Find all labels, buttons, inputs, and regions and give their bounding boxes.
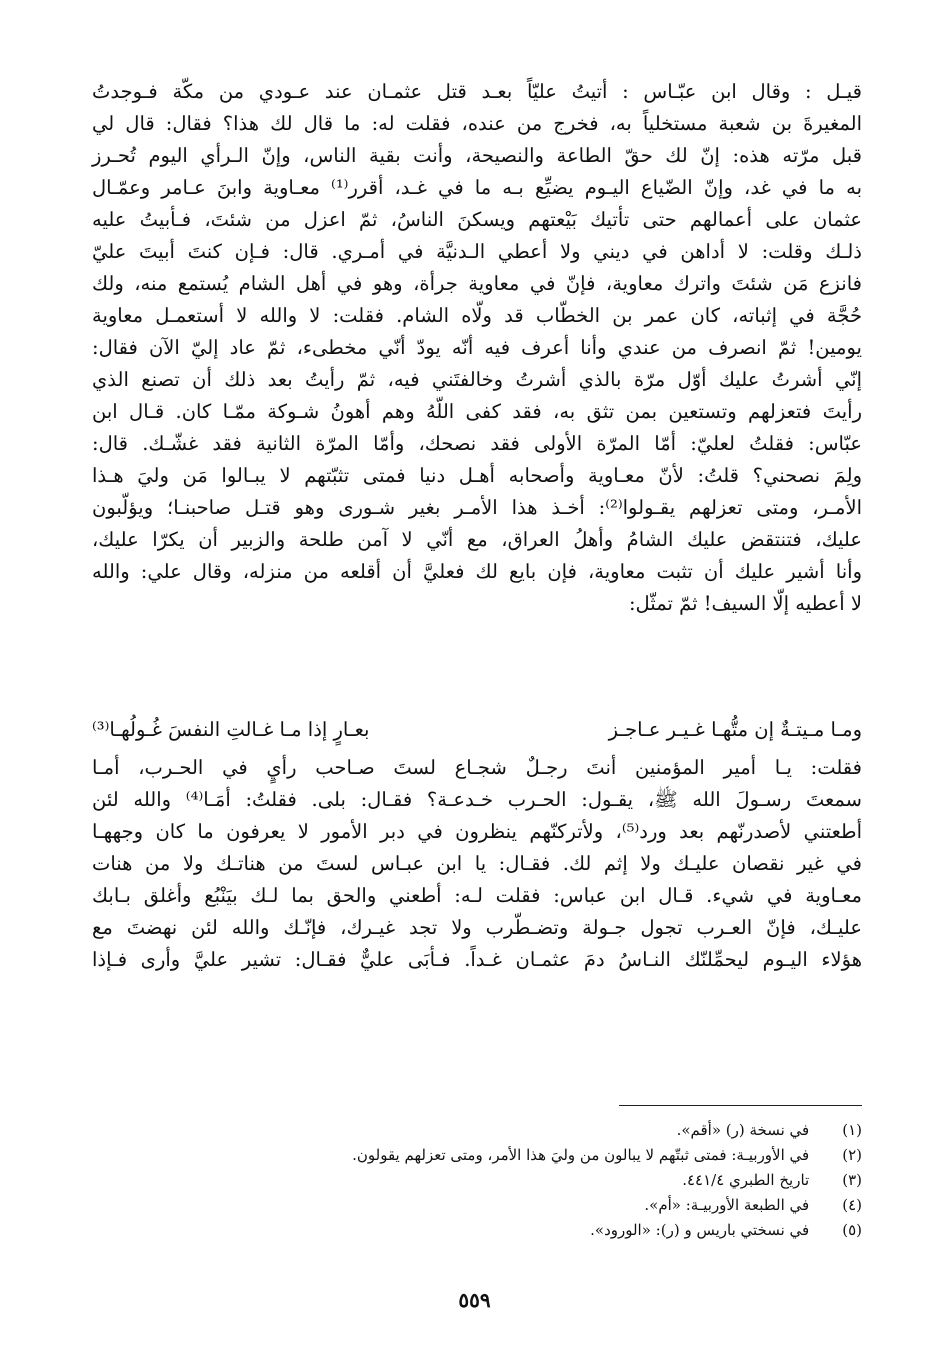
text-line: يومين! ثمّ انصرف من عندي وأنا أعرف فيه أنّه يودّ أنّي مخطىء، ثمّ عاد إليّ الآن فقال: xyxy=(92,336,862,359)
text-line: عليك، فتنتقض عليك الشامُ وأهلُ العراق، مع أنّي لا آمن طلحة والزبير أن يكرّا عليك، xyxy=(92,528,862,551)
text-line: ولِمَ نصحني؟ قلتُ: لأنّ معـاوية وأصحابه أهـل دنيا فمتى تثبّتهم لا يبـالوا مَن وليَ هـذا xyxy=(92,464,862,487)
footnote-number: (١) xyxy=(842,1121,862,1139)
text-line: عثمان على أعمالهم حتى تأتيك بَيْعتهم ويسكنَ الناسُ، ثمّ اعزل من شئتَ، فـأبيتُ عليه xyxy=(92,208,862,231)
footnotes-list xyxy=(102,1118,862,1243)
text-line: قيـل : وقال ابن عبّـاس : أتيتُ عليّاً بعـد قتل عثمـان عند عـودي من مكّة فـوجدتُ xyxy=(92,80,862,103)
text-line: هؤلاء اليـوم ليحمِّلنّك النـاسُ دمَ عثمـان غـداً. فـأبَى عليٌّ فقـال: تشير عليَّ وأرى فـإذا xyxy=(92,948,862,971)
text-line: عليـك، فإنّ العـرب تجول جـولة وتضـطّرب ولا تجد غيـرك، فإنّـك والله لئن نهضتَ مع xyxy=(92,916,862,939)
footnote-item xyxy=(102,1168,862,1193)
text-line: وأنا أشير عليك أن تثبت معاوية، فإن بايع لك فعليَّ أن أقلعه من منزله، وقال علي: والله xyxy=(92,560,862,583)
footnote-text: في الطبعة الأوربيـة: «أم». xyxy=(644,1196,810,1214)
text-line: فقلت: يـا أمير المؤمنين أنتَ رجـلٌ شجـاع لستَ صـاحب رأيٍ في الحـرب، أمـا xyxy=(92,756,862,779)
footnote-item xyxy=(102,1118,862,1143)
footnote-text: تاريخ الطبري ٤٤١/٤. xyxy=(682,1171,810,1189)
text-line: الأمـر، ومتى تعزلهم يقـولوا⁽²⁾: أخـذ هذا الأمـر بغير شـورى وهو قتـل صاحبنـا؛ ويؤلّبون xyxy=(92,496,862,519)
footnote-number: (٣) xyxy=(842,1171,862,1189)
footnote-separator xyxy=(619,1105,862,1106)
text-line: إنّي أشرتُ عليك أوّل مرّة بالذي أشرتُ وخالفتَني فيه، ثمّ رأيتُ بعد ذلك أن تصنع الذي xyxy=(92,368,862,391)
verse-second-hemistich: بعـارٍ إذا مـا غـالتِ النفسَ غُـولُهـا⁽³⁾ xyxy=(92,718,370,741)
text-line: المغيرةَ بن شعبة مستخلياً به، فخرج من عنده، فقلت له: ما قال لك هذا؟ فقال: قال لي xyxy=(92,112,862,135)
text-line: به ما في غد، وإنّ الضّياع اليـوم يضيِّع بـه ما في غـد، أقرر⁽¹⁾ معـاوية وابنَ عـامر وعمّـال xyxy=(92,176,862,199)
footnote-text: في نسختي باريس و (ر): «الورود». xyxy=(590,1221,810,1239)
main-paragraph-1 xyxy=(92,76,862,620)
text-line: سمعتَ رسـولَ الله ﷺ، يقـول: الحـرب خـدعـة؟ فقـال: بلى. فقلتُ: أمَـا⁽⁴⁾ والله لئن xyxy=(92,788,863,811)
footnote-number: (٥) xyxy=(842,1221,862,1239)
footnote-text: في نسخة (ر) «أقم». xyxy=(676,1121,810,1139)
text-line: ذلـك وقلت: لا أداهن في ديني ولا أعطي الـدنيَّة في أمـري. قال: فـإن كنتَ أبيتَ عليّ xyxy=(92,240,862,263)
poetry-verse xyxy=(92,712,862,748)
text-line: فانزع مَن شئتَ واترك معاوية، فإنّ في معاوية جرأة، وهو في أهل الشام يُستمع منه، ولك xyxy=(92,272,862,295)
footnote-text: في الأوربيـة: فمتى ثبتّهم لا يبالون من وليَ هذا الأمر، ومتى تعزلهم يقولون. xyxy=(352,1146,810,1164)
text-line: أطعتني لأصدرنّهم بعد ورد⁽⁵⁾، ولأتركنّهم ينظرون في دبر الأمور لا يعرفون ما كان وجههـا xyxy=(92,820,862,843)
footnote-item xyxy=(102,1143,862,1168)
page-number: ٥٥٩ xyxy=(458,1288,491,1312)
text-line: لا أعطيه إلّا السيف! ثمّ تمثّل: xyxy=(628,592,862,615)
footnote-number: (٤) xyxy=(842,1196,862,1214)
text-line: معـاوية في شيء. قـال ابن عباس: فقلت لـه: أطعني والحق بما لـك بيَنْبُع وأغلق بـابك xyxy=(92,884,862,907)
text-line: في غير نقصان عليـك ولا إثم لك. فقـال: يا ابن عبـاس لستَ من هناتـك ولا من هنات xyxy=(92,852,862,875)
footnote-item xyxy=(102,1193,862,1218)
verse-first-hemistich: ومـا مـيتـةٌ إن متُّهـا غـيـر عـاجـز xyxy=(608,718,862,741)
footnote-item xyxy=(102,1218,862,1243)
text-line: رأيتَ فتعزلهم وتستعين بمن تثق به، فقد كفى اللّهُ وهم أهونُ شـوكة ممّـا كان. قـال ابن xyxy=(92,400,862,423)
text-line: حُجَّة في إثباته، كان عمر بن الخطّاب قد ولّاه الشام. فقلت: لا والله لا أستعمـل معاوية xyxy=(92,304,862,327)
footnote-number: (٢) xyxy=(842,1146,862,1164)
text-line: عبّاس: فقلتُ لعليّ: أمّا المرّة الأولى فقد نصحك، وأمّا المرّة الثانية فقد غشّـك. قال: xyxy=(92,432,862,455)
text-line: قبل مرّته هذه: إنّ لك حقّ الطاعة والنصيحة، وأنت بقية الناس، وإنّ الـرأي اليوم تُحـرز xyxy=(92,144,862,167)
main-paragraph-2 xyxy=(92,752,862,976)
